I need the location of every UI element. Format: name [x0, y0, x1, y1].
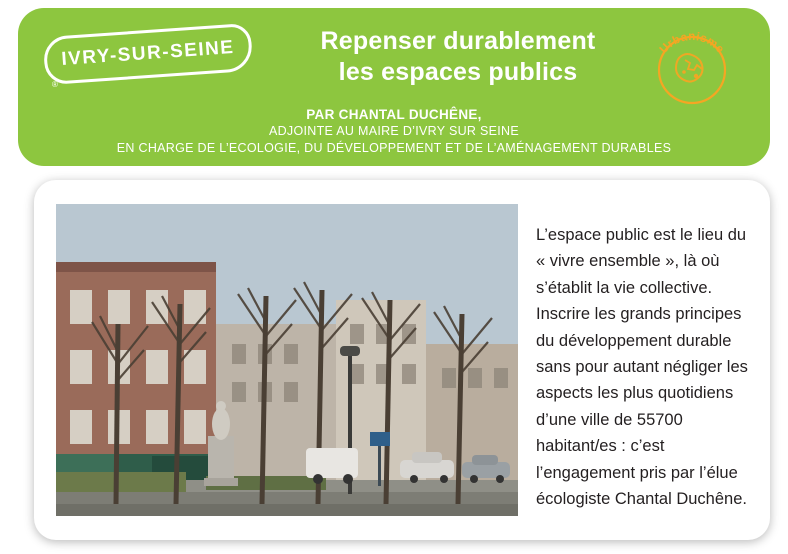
- header-subtitle-line-1: PAR CHANTAL DUCHÊNE,: [306, 107, 482, 122]
- city-logo-stamp: [43, 23, 254, 85]
- header-subtitle-line-2: ADJOINTE AU MAIRE D’IVRY SUR SEINE: [268, 124, 520, 138]
- header-title: [258, 26, 658, 88]
- urbanisme-badge-label: Urbanisme: [657, 31, 727, 56]
- article-body-text: L’espace public est le lieu du « vivre ensemble », là où s’établit la vie collective. Inscrire les grands principes du développement durable sans pour autant négliger les aspects les plus quotidiens d’une ville de 55700 habitant/es : c’est l’engagement pris par l’élue écologiste Chantal Duchêne.: [536, 226, 748, 509]
- header-title-line-1: Repenser durablement: [320, 27, 596, 55]
- header-subtitle: [58, 106, 730, 157]
- content-card: [34, 180, 770, 540]
- header-subtitle-line-3: EN CHARGE DE L’ECOLOGIE, DU DÉVELOPPEMENT ET DE L’AMÉNAGEMENT DURABLES: [116, 141, 672, 155]
- header-banner: [18, 8, 770, 166]
- city-logo-text: IVRY-SUR-SEINE: [60, 36, 236, 71]
- svg-text:Urbanisme: [658, 31, 727, 56]
- urbanisme-badge: [644, 20, 740, 116]
- registered-mark: ®: [52, 80, 58, 89]
- header-title-line-2: les espaces publics: [338, 58, 578, 86]
- town-square-photo: [56, 204, 518, 516]
